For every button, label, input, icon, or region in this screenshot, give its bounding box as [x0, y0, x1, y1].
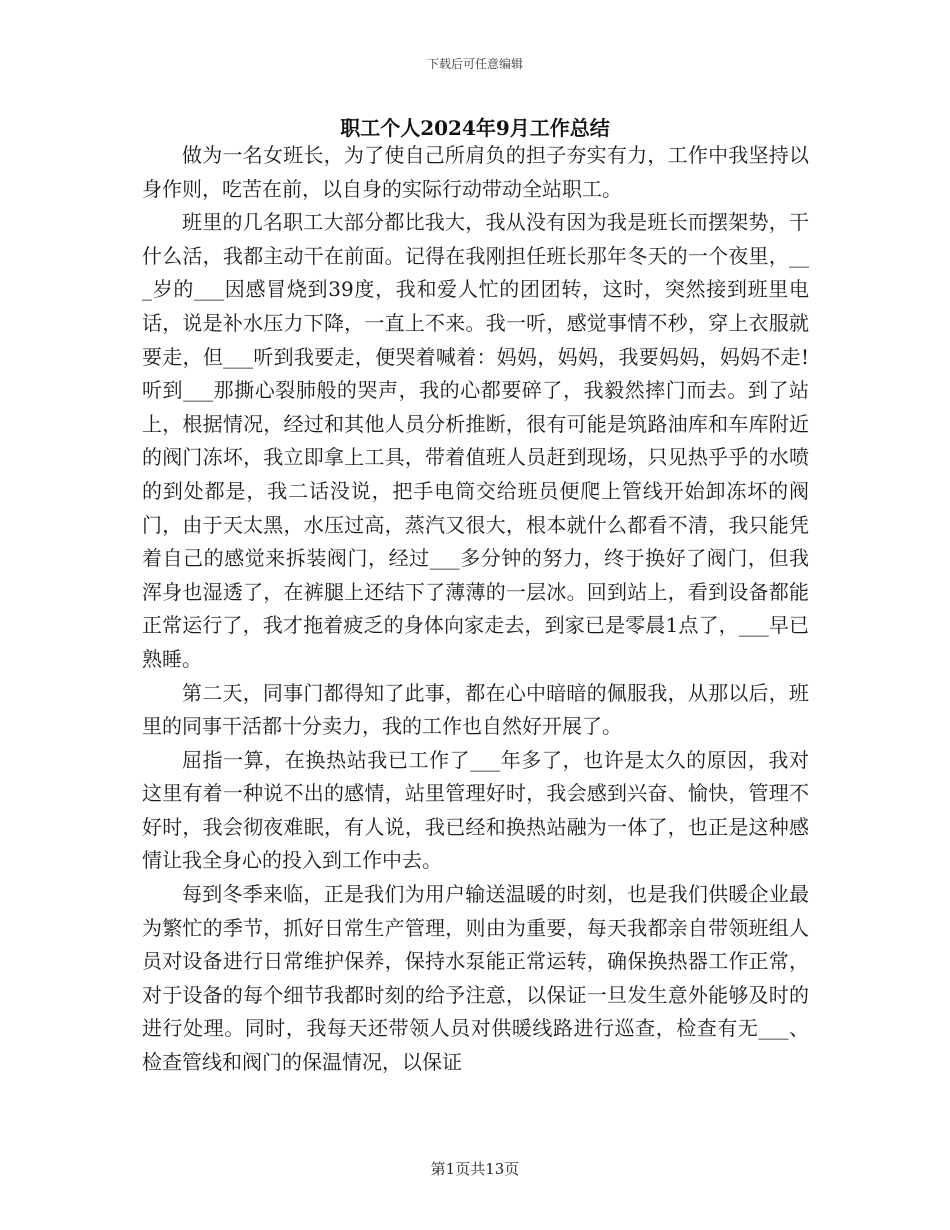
paragraph-5: 每到冬季来临，正是我们为用户输送温暖的时刻，也是我们供暖企业最为繁忙的季节，抓好日常生产管理，则由为重要，每天我都亲自带领班组人员对设备进行日常维护保养，保持水泵能正常运转，确保换热器工作正常，对于设备的每个细节我都时刻的给予注意，以保证一旦发生意外能够及时的进行处理。同时，我每天还带领人员对供暖线路进行巡查，检查有无___、检查管线和阀门的保温情况，以保证: [142, 882, 809, 1075]
paragraph-4: 屈指一算，在换热站我已工作了___年多了，也许是太久的原因，我对这里有着一种说不出的感情，站里管理好时，我会感到兴奋、愉快，管理不好时，我会彻夜难眠，有人说，我已经和换热站融为一体了，也正是这种感情让我全身心的投入到工作中去。: [142, 747, 809, 873]
header-note: 下载后可任意编辑: [426, 57, 523, 71]
page-number: 第1页共13页: [430, 1160, 520, 1178]
paragraph-2: 班里的几名职工大部分都比我大，我从没有因为我是班长而摆架势，干什么活，我都主动干在前面。记得在我刚担任班长那年冬天的一个夜里，___岁的___因感冒烧到39度，我和爱人忙的团团转，这时，突然接到班里电话，说是补水压力下降，一直上不来。我一听，感觉事情不秒，穿上衣服就要走，但___听到我要走，便哭着喊着：妈妈，妈妈，我要妈妈，妈妈不走!听到___那撕心裂肺般的哭声，我的心都要碎了，我毅然摔门而去。到了站上，根据情况，经过和其他人员分析推断，很有可能是筑路油库和车库附近的阀门冻坏，我立即拿上工具，带着值班人员赶到现场，只见热乎乎的水喷的到处都是，我二话没说，把手电筒交给班员便爬上管线开始卸冻坏的阀门，由于天太黑，水压过高，蒸汽又很大，根本就什么都看不清，我只能凭着自己的感觉来拆装阀门，经过___多分钟的努力，终于换好了阀门，但我浑身也湿透了，在裤腿上还结下了薄薄的一层冰。回到站上，看到设备都能正常运行了，我才拖着疲乏的身体向家走去，到家已是零晨1点了，___早已熟睡。: [142, 210, 809, 671]
document-title: 职工个人2024年9月工作总结: [340, 116, 610, 140]
document-body: [142, 139, 809, 1080]
paragraph-3: 第二天，同事门都得知了此事，都在心中暗暗的佩服我，从那以后，班里的同事干活都十分卖力，我的工作也自然好开展了。: [142, 680, 809, 739]
paragraph-1: 做为一名女班长，为了使自己所肩负的担子夯实有力，工作中我坚持以身作则，吃苦在前，以自身的实际行动带动全站职工。: [142, 143, 809, 201]
